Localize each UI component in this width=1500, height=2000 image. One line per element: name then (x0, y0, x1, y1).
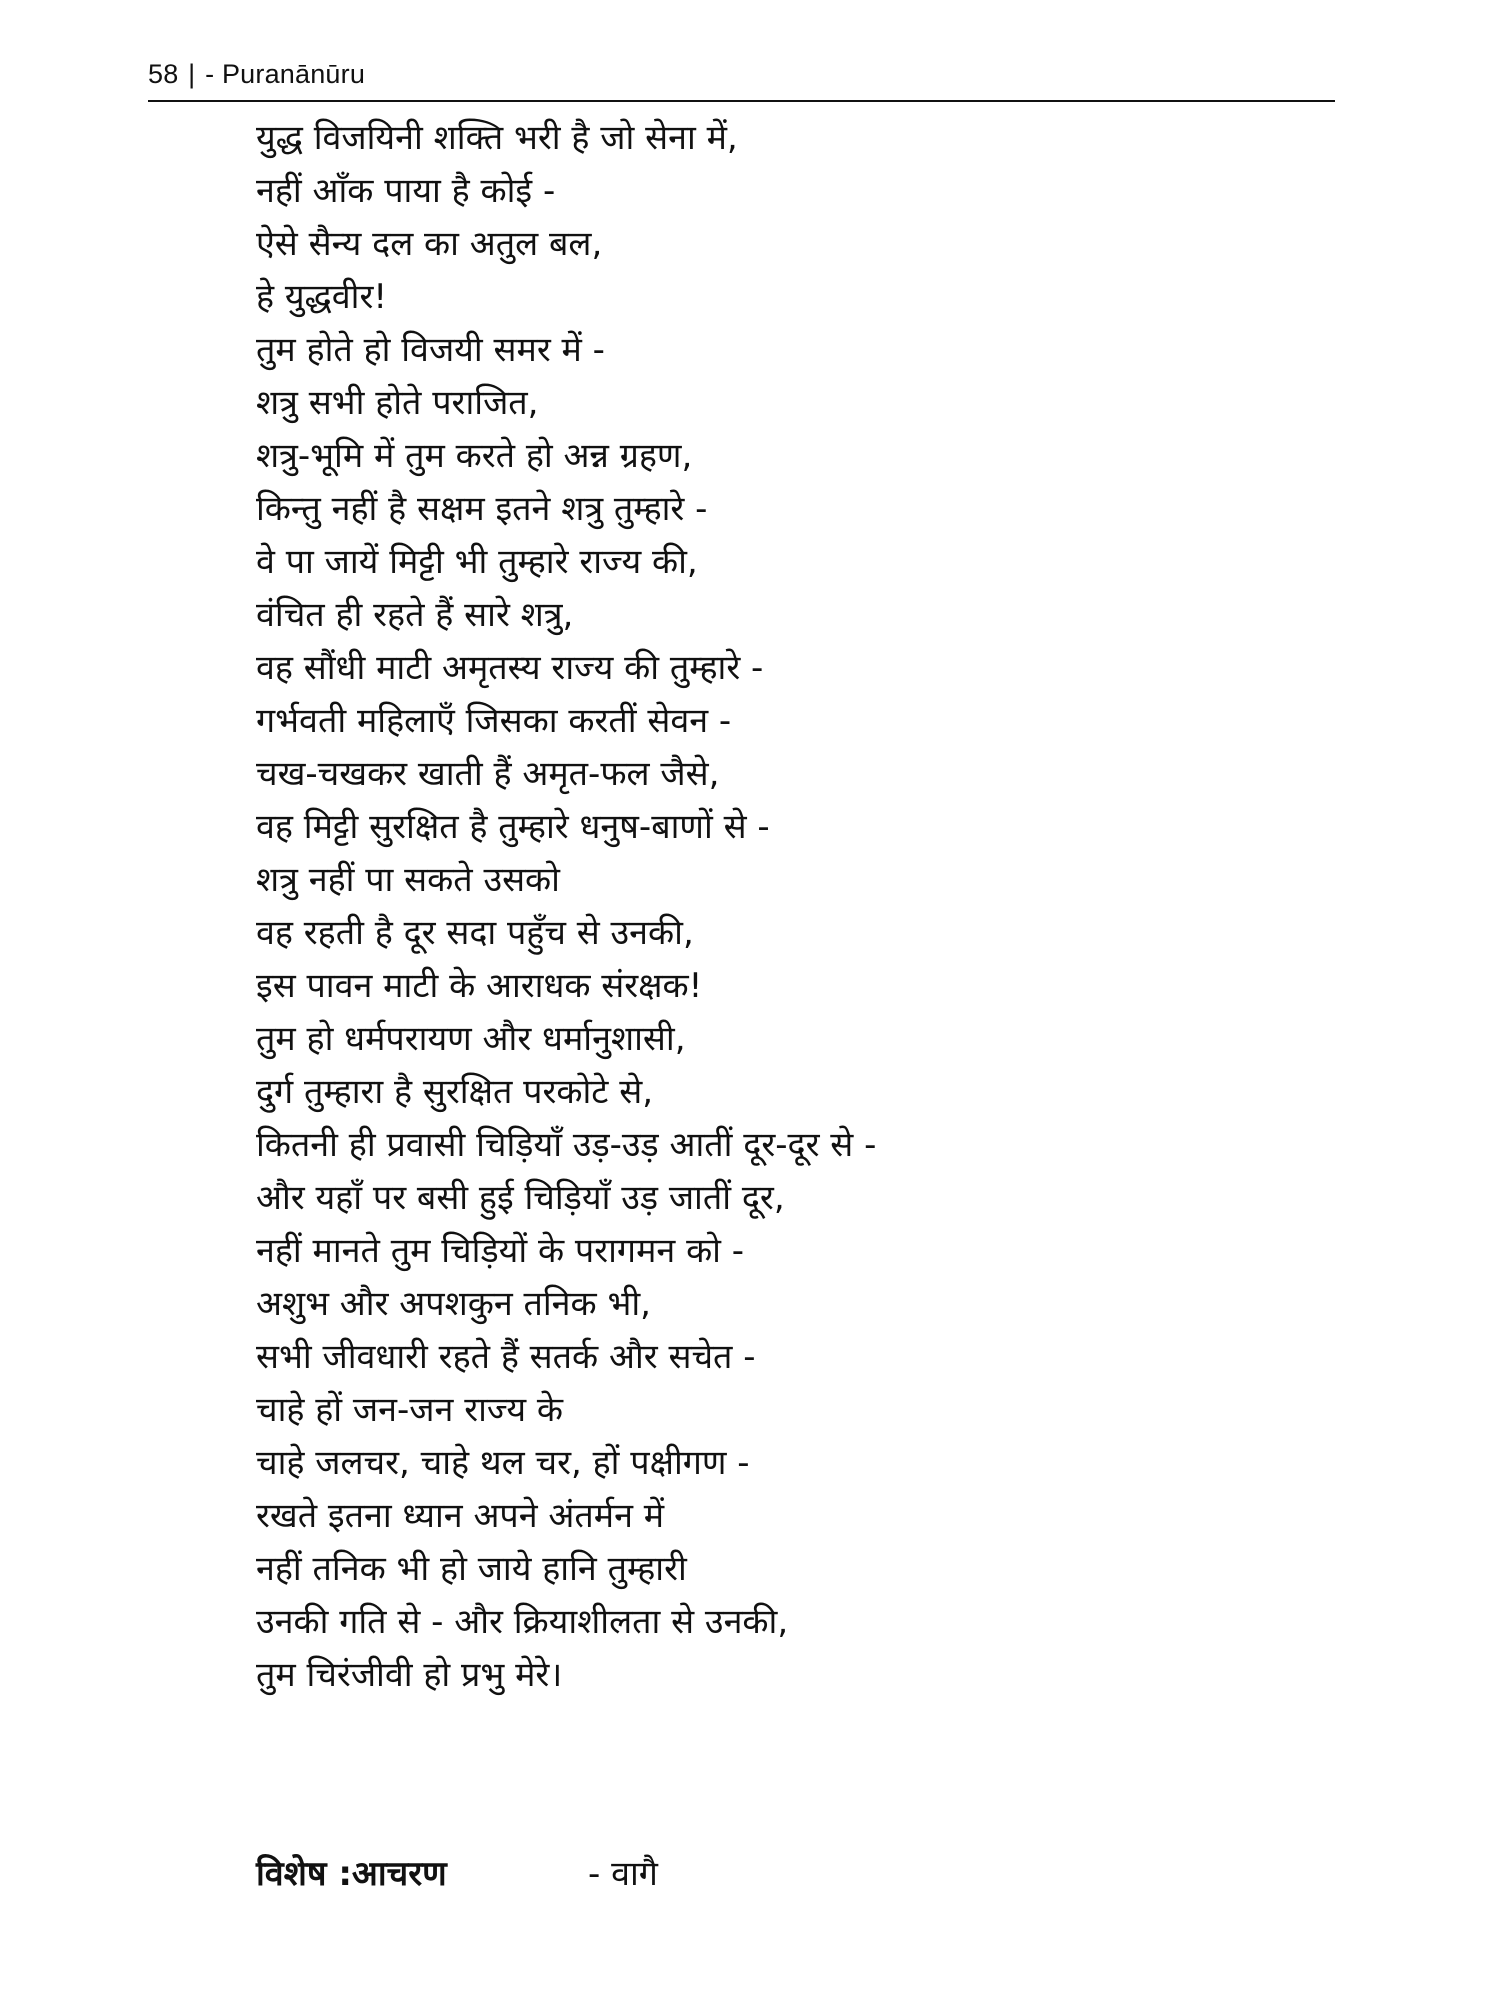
poem-line: नहीं मानते तुम चिड़ियों के परागमन को - (256, 1231, 745, 1271)
poem-line: ऐसे सैन्य दल का अतुल बल, (256, 224, 603, 264)
poem-line: चाहे जलचर, चाहे थल चर, हों पक्षीगण - (256, 1443, 750, 1483)
poem-line: शत्रु-भूमि में तुम करते हो अन्न ग्रहण, (256, 436, 693, 476)
poem-line: चाहे हों जन-जन राज्य के (256, 1390, 563, 1430)
poem-line: वह रहती है दूर सदा पहुँच से उनकी, (256, 913, 694, 953)
book-title: - Puranānūru (205, 59, 366, 89)
poem-line: रखते इतना ध्यान अपने अंतर्मन में (256, 1496, 665, 1536)
header-separator: | (188, 59, 196, 89)
poem-line: शत्रु नहीं पा सकते उसको (256, 860, 560, 900)
poem-line: नहीं तनिक भी हो जाये हानि तुम्हारी (256, 1549, 687, 1589)
poem-line: दुर्ग तुम्हारा है सुरक्षित परकोटे से, (256, 1072, 654, 1112)
poem-line: तुम होते हो विजयी समर में - (256, 330, 605, 370)
poem-line: उनकी गति से - और क्रियाशीलता से उनकी, (256, 1602, 789, 1642)
running-header (148, 56, 365, 92)
poem-line: युद्ध विजयिनी शक्ति भरी है जो सेना में, (256, 118, 738, 158)
footnote-value: - वागै (588, 1854, 658, 1894)
poem-line: चख-चखकर खाती हैं अमृत-फल जैसे, (256, 754, 720, 794)
poem-line: अशुभ और अपशकुन तनिक भी, (256, 1284, 651, 1324)
poem-line: नहीं आँक पाया है कोई - (256, 171, 556, 211)
footnote (256, 1852, 658, 1896)
poem-line: वह मिट्टी सुरक्षित है तुम्हारे धनुष-बाणों से - (256, 807, 770, 847)
poem-line: किन्तु नहीं है सक्षम इतने शत्रु तुम्हारे - (256, 489, 708, 529)
poem-line: वंचित ही रहते हैं सारे शत्रु, (256, 595, 574, 635)
footnote-label: विशेष :आचरण (256, 1854, 447, 1894)
poem-line: सभी जीवधारी रहते हैं सतर्क और सचेत - (256, 1337, 756, 1377)
poem-body (256, 112, 1356, 1702)
poem-line: इस पावन माटी के आराधक संरक्षक! (256, 966, 703, 1006)
page-number: 58 (148, 59, 179, 89)
poem-line: गर्भवती महिलाएँ जिसका करतीं सेवन - (256, 701, 732, 741)
poem-line: कितनी ही प्रवासी चिड़ियाँ उड़-उड़ आतीं दूर-दूर से - (256, 1125, 877, 1165)
poem-line: और यहाँ पर बसी हुई चिड़ियाँ उड़ जातीं दूर, (256, 1178, 785, 1218)
poem-line: वे पा जायें मिट्टी भी तुम्हारे राज्य की, (256, 542, 698, 582)
poem-line: तुम चिरंजीवी हो प्रभु मेरे। (256, 1655, 563, 1695)
poem-line: वह सौंधी माटी अमृतस्य राज्य की तुम्हारे - (256, 648, 764, 688)
header-rule (148, 100, 1335, 102)
poem-line: हे युद्धवीर! (256, 277, 387, 317)
poem-line: शत्रु सभी होते पराजित, (256, 383, 539, 423)
poem-line: तुम हो धर्मपरायण और धर्मानुशासी, (256, 1019, 686, 1059)
